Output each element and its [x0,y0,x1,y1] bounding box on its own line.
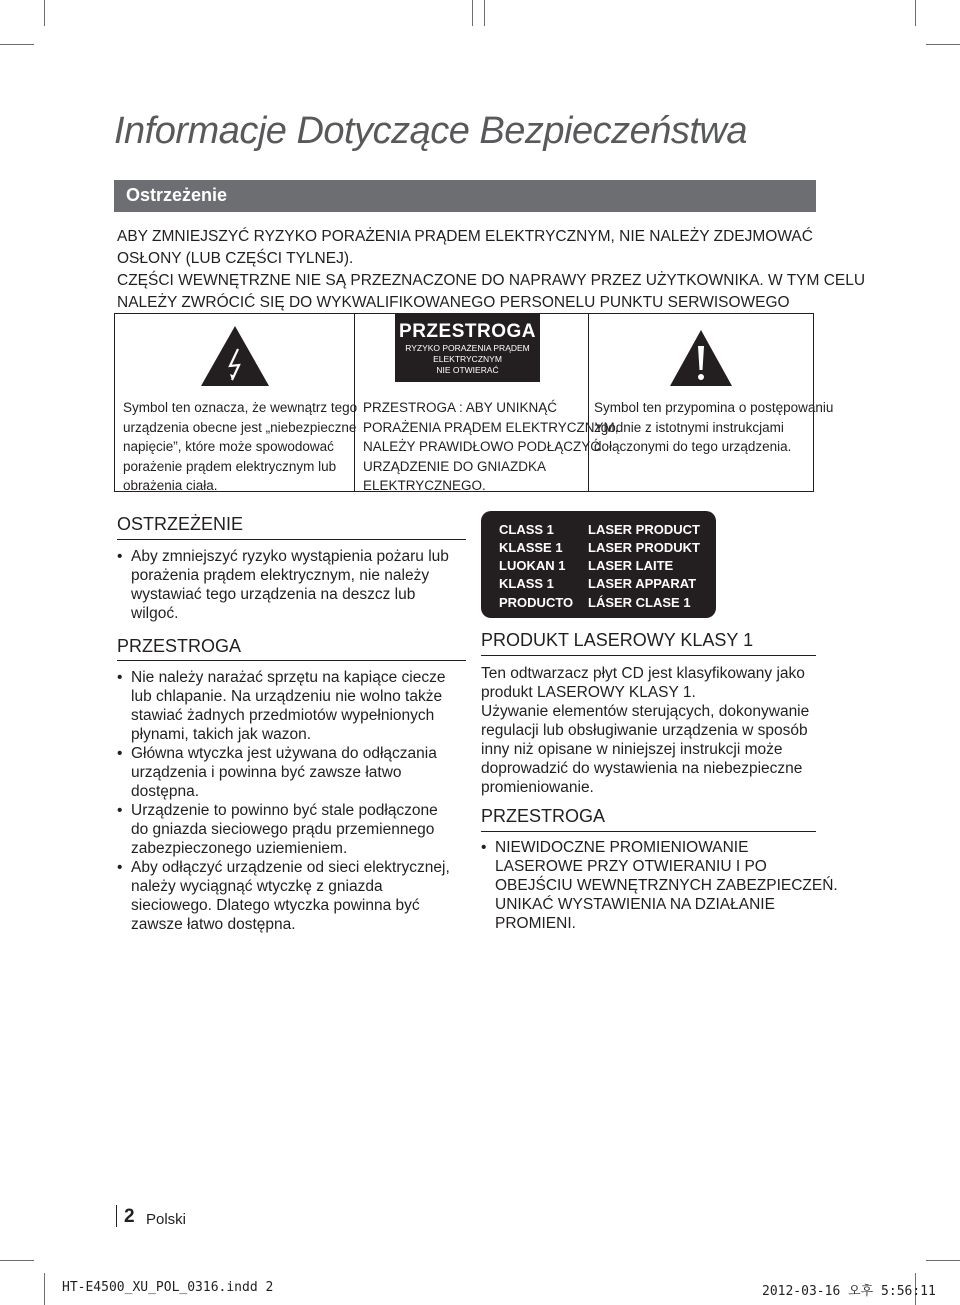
lightning-description [123,398,357,496]
text-line: • Główna wtyczka jest używana do odłączania [131,745,437,762]
safety-symbols-table [114,313,834,493]
laser-label-text: LASER PRODUCT [588,522,700,537]
laser-label-text: LASER PRODUKT [588,540,700,555]
caution-label-line: NIE OTWIERAĆ [436,365,499,375]
section-title: Ostrzeżenie [126,185,228,205]
text-line: dołączonymi do tego urządzenia. [594,439,792,454]
warning-list [117,547,449,623]
list-item [481,838,838,933]
heading-rule [117,539,466,540]
laser-class-text [481,664,809,797]
intro-line: ABY ZMNIEJSZYĆ RYZYKO PORAŻENIA PRĄDEM ELEKTRYCZNYM, NIE NALEŻY ZDEJMOWAĆ [117,228,813,245]
footer-file-info: HT-E4500_XU_POL_0316.indd 2 [62,1280,274,1295]
crop-mark [0,44,34,45]
caution-label-line: RYZYKO PORAŻENIA PRĄDEM [405,343,530,353]
text-line: wystawiać tego urządzenia na deszcz lub [131,586,416,603]
crop-mark [484,0,485,26]
page-number: 2 [124,1206,135,1227]
warning-heading: OSTRZEŻENIE [117,514,244,534]
text-line: Symbol ten oznacza, że wewnątrz tego [123,400,358,415]
text-line: Symbol ten przypomina o postępowaniu [594,400,834,415]
text-line: LASEROWE PRZY OTWIERANIU I PO [495,858,767,875]
text-line: porażenia prądem elektrycznym, nie należy [131,567,430,584]
crop-mark [0,1260,34,1261]
list-item [117,801,450,858]
text-line: sieciowego. Dlatego wtyczka powinna być [131,897,420,914]
text-line: UNIKAĆ WYSTAWIENIA NA DZIAŁANIE [495,896,775,913]
caution-list [117,668,450,934]
text-line: płynami, takich jak wazon. [131,726,312,743]
text-line: należy wyciągnąć wtyczkę z gniazda [131,878,383,895]
heading-rule [481,655,816,656]
text-line: zawsze łatwo dostępna. [131,916,296,933]
crop-mark [926,1260,960,1261]
caution-label-box [395,314,540,382]
crop-mark [915,0,916,26]
caution-cell [354,314,619,493]
laser-label-code: KLASS 1 [499,576,554,591]
text-line: • NIEWIDOCZNE PROMIENIOWANIE [495,839,749,856]
laser-label-text: LÁSER CLASE 1 [588,595,691,610]
exclamation-warning-icon [668,328,734,388]
text-line: dostępna. [131,783,200,800]
text-line: Ten odtwarzacz płyt CD jest klasyfikowany jako [481,665,805,682]
text-line: NALEŻY PRAWIDŁOWO PODŁĄCZYĆ [363,439,601,454]
text-line: napięcie”, które może spowodować [123,439,334,454]
text-line: stawiać żadnych przedmiotów wypełnionych [131,707,435,724]
laser-label-code: LUOKAN 1 [499,558,566,573]
text-line: PRZESTROGA : ABY UNIKNĄĆ [363,400,558,415]
text-line: urządzenia i powinna być zawsze łatwo [131,764,402,781]
text-line: lub chlapanie. Na urządzeniu nie wolno także [131,688,443,705]
laser-caution-heading: PRZESTROGA [481,806,606,826]
lightning-cell [115,314,358,493]
exclamation-description [594,398,833,457]
caution-label-line: ELEKTRYCZNYM [433,354,502,364]
laser-caution-list [481,838,838,933]
caution-heading: PRZESTROGA [117,636,242,656]
text-line: OBEJŚCIU WEWNĘTRZNYCH ZABEZPIECZEŃ. [495,877,838,894]
text-line: PORAŻENIA PRĄDEM ELEKTRYCZNYM, [363,419,619,435]
footer-datetime: 2012-03-16 오후 5:56:11 [762,1284,936,1299]
crop-mark [44,1273,45,1305]
laser-class-label [481,511,716,618]
text-line: • Aby odłączyć urządzenie od sieci elektrycznej, [131,859,450,876]
caution-description [363,398,619,496]
intro-line: CZĘŚCI WEWNĘTRZNE NIE SĄ PRZEZNACZONE DO NAPRAWY PRZEZ UŻYTKOWNIKA. W TYM CELU [117,272,866,289]
list-item [117,858,450,934]
list-item [117,744,450,801]
text-line: Używanie elementów sterujących, dokonywanie [481,703,810,720]
laser-label-code: KLASSE 1 [499,540,563,555]
laser-label-code: CLASS 1 [499,522,554,537]
text-line: zabezpieczonego uziemieniem. [131,840,348,857]
list-item [117,668,450,744]
laser-class-heading: PRODUKT LASEROWY KLASY 1 [481,630,754,650]
page-number-divider [116,1205,117,1227]
page-title: Informacje Dotyczące Bezpieczeństwa [114,110,748,152]
text-line: inny niż opisane w niniejszej instrukcji może [481,741,783,758]
laser-label-text: LASER APPARAT [588,576,697,591]
intro-text [117,226,866,314]
laser-label-code: PRODUCTO [499,595,574,610]
intro-line: OSŁONY (LUB CZĘŚCI TYLNEJ). [117,250,354,267]
crop-mark [472,0,473,26]
exclamation-cell [587,314,834,491]
text-line: • Nie należy narażać sprzętu na kapiące ciecze [131,669,446,686]
lightning-warning-icon [199,324,271,388]
text-line: doprowadzić do wystawienia na niebezpieczne [481,760,803,777]
text-line: • Aby zmniejszyć ryzyko wystąpienia pożaru lub [131,548,449,565]
heading-rule [117,660,466,661]
list-item [117,547,449,623]
heading-rule [481,831,816,832]
text-line: produkt LASEROWY KLASY 1. [481,684,696,701]
text-line: regulacji lub obsługiwanie urządzenia w sposób [481,722,808,739]
text-line: zgodnie z istotnymi instrukcjami [594,419,784,435]
crop-mark [926,44,960,45]
crop-mark [44,0,45,26]
text-line: urządzenia obecne jest „niebezpieczne [123,419,357,435]
page-language: Polski [146,1211,187,1228]
text-line: promieniowanie. [481,779,594,796]
text-line: URZĄDZENIE DO GNIAZDKA [363,458,547,474]
text-line: ELEKTRYCZNEGO. [363,478,486,493]
text-line: wilgoć. [131,605,179,622]
caution-label-title: PRZESTROGA [399,321,536,342]
section-header [114,180,816,212]
text-line: • Urządzenie to powinno być stale podłączone [131,802,438,819]
intro-line: NALEŻY ZWRÓCIĆ SIĘ DO WYKWALIFIKOWANEGO PERSONELU PUNKTU SERWISOWEGO [117,294,790,311]
text-line: obrażenia ciała. [123,478,218,493]
text-line: PROMIENI. [495,915,576,932]
text-line: do gniazda sieciowego prądu przemiennego [131,821,435,838]
laser-label-text: LASER LAITE [588,558,674,573]
text-line: porażenie prądem elektrycznym lub [123,458,337,474]
